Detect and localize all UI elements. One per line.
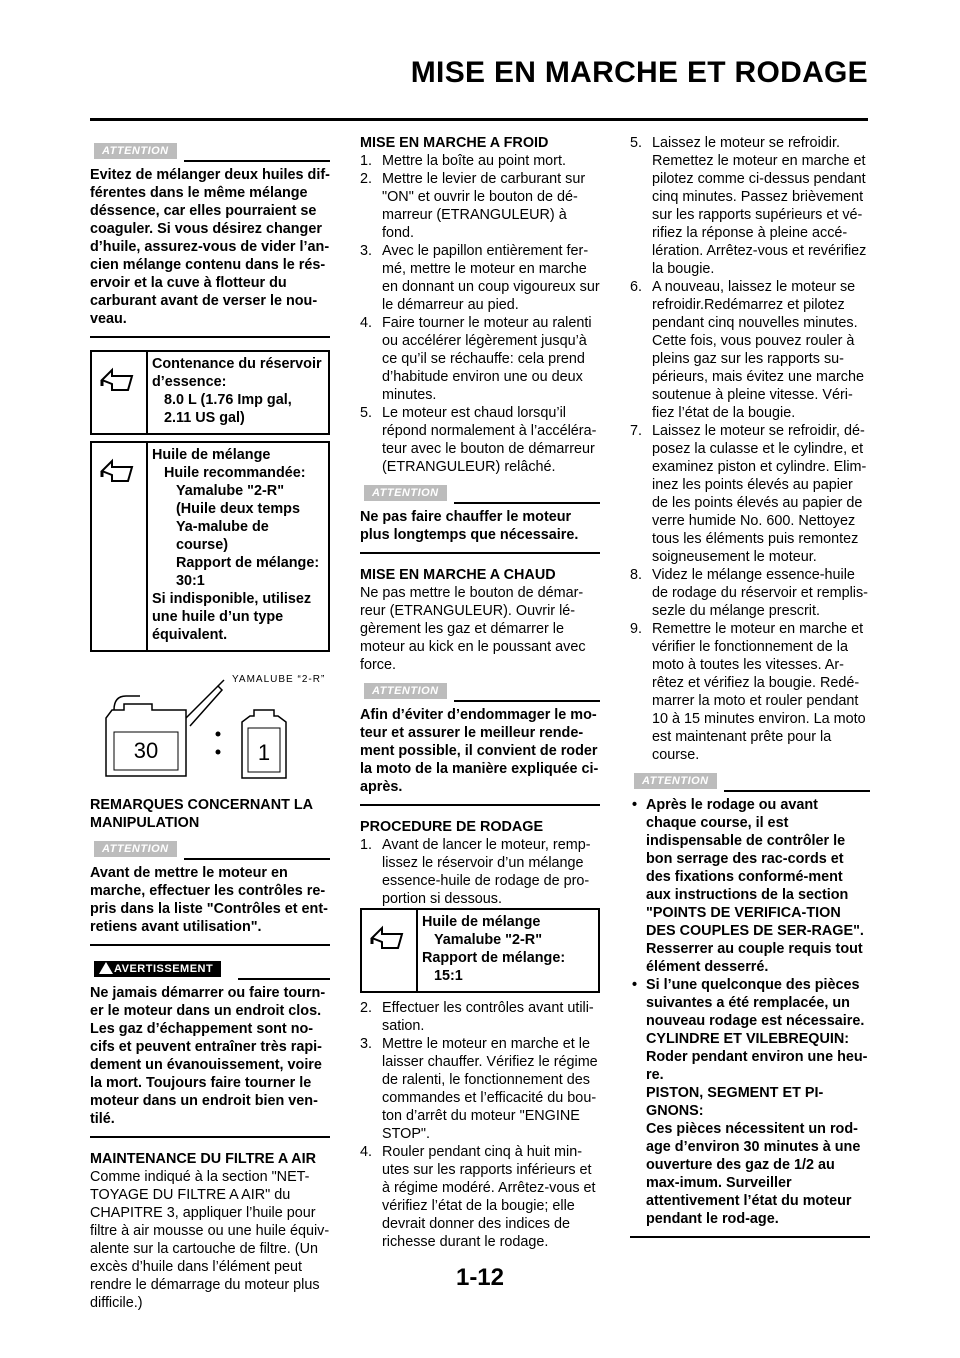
list-item: 2. Mettre le levier de carburant sur "ON" et ouvrir le bouton de dé-marreur (ETRANGULEUR) à fond. — [360, 171, 586, 241]
spec-label: Huile de mélange — [152, 447, 271, 463]
can-ratio: 30 — [133, 738, 159, 763]
list-item: 3. Avec le papillon entièrement fer-mé, mettre le moteur en marche en donnant un coup vigoureux sur le démarreur au pied. — [360, 243, 600, 313]
section-heading: MISE EN MARCHE A CHAUD — [360, 567, 556, 583]
spec-value: 8.0 L (1.76 Imp gal, 2.11 US gal) — [164, 392, 292, 426]
list-item: 3. Mettre le moteur en marche et le laisser chauffer. Vérifiez le régime de ralenti, le fonctionnement des commandes et l’efficacité du bou-ton d’arrêt du moteur "ENGINE STOP". — [360, 1036, 598, 1142]
attention-text: Ne pas faire chauffer le moteur plus longtemps que nécessaire. — [360, 508, 600, 554]
page-number: 1-12 — [455, 1264, 505, 1291]
warning-box — [90, 958, 330, 980]
break-in-steps — [360, 999, 600, 1251]
warning-text: Ne jamais démarrer ou faire tourn-er le moteur dans un endroit clos. Les gaz d’échappement sont no-cifs et peuvent entraîner très rapi-dement un évanouissement, voire la mort. Toujours faire tourner le moteur dans un endroit bien ven-tilé. — [90, 984, 330, 1138]
list-item: • Après le rodage ou avant chaque course, il est indispensable de contrôler le bon serrage des rac-cords et des fixations conformé-ment aux instructions de la section "POINTS DE VERIFICA-TION DES COUPLES DE SER-RAGE". Resserrer au couple requis tout élément desserré. — [632, 797, 864, 975]
list-item: 5. Laissez le moteur se refroidir. Remettez le moteur en marche et pilotez comme ci-dessus pendant cinq minutes. Passez brièvement sur les rapports supérieurs et vé-rifiez la réponse à pleine accé-lération. Arrêtez-vous et revérifiez la bougie. — [630, 135, 867, 277]
figure-label: YAMALUBE “2-R” — [232, 674, 326, 685]
break-in-step — [360, 836, 600, 908]
break-in-steps-continued — [630, 134, 870, 764]
attention-box — [360, 680, 600, 702]
list-item: 2. Effectuer les contrôles avant utili-sation. — [360, 1000, 594, 1034]
spec-box-fuel-capacity — [90, 350, 330, 435]
attention-text: Evitez de mélanger deux huiles dif-férentes dans le même mélange déssence, car elles pourraient se coaguler. Si vous désirez changer d’huile, assurez-vous de vider l’an-cien mélange contenu dans le rés-ervoir et la cuve à flotteur du carburant avant de verser le nou-veau. — [90, 166, 330, 338]
column-2 — [360, 134, 600, 1251]
list-item: 4. Faire tourner le moteur au ralenti ou accélérer légèrement jusqu’à ce qu’il se réchauffe: cela prend d’habitude environ une ou deux minutes. — [360, 315, 592, 403]
wrench-spec-icon — [92, 352, 148, 433]
section-heading: MAINTENANCE DU FILTRE A AIR — [90, 1151, 316, 1167]
list-item: 7. Laissez le moteur se refroidir, dé-posez la culasse et le cylindre, et examinez piston et cylindre. Elim-inez les points élevés au papier de les points élevés au papier de verre humide No. 600. Nettoyez tous les éléments puis remontez soigneusement le moteur. — [630, 423, 867, 565]
spec-label: Huile de mélange — [422, 914, 541, 930]
spec-label: Contenance du réservoir d’essence: — [152, 356, 322, 390]
wrench-spec-icon — [362, 910, 418, 991]
column-3 — [630, 134, 870, 1250]
list-item: 8. Videz le mélange essence-huile de rodage du réservoir et remplis-sezle du mélange prescrit. — [630, 567, 868, 619]
spec-value: Rapport de mélange: 30:1 — [176, 555, 320, 589]
spec-box-mix-oil — [90, 441, 330, 652]
attention-badge: ATTENTION — [364, 683, 447, 699]
section-heading: PROCEDURE DE RODAGE — [360, 819, 544, 835]
attention-box — [360, 482, 600, 504]
warning-badge: AVERTISSEMENT — [94, 961, 221, 977]
column-1 — [90, 134, 330, 1316]
section-heading: MISE EN MARCHE A FROID — [360, 135, 549, 151]
attention-box — [90, 140, 330, 162]
attention-box — [90, 838, 330, 860]
warning-icon — [99, 962, 113, 974]
attention-text: Afin d’éviter d’endommager le mo-teur et assurer le meilleur rende-ment possible, il convient de roder la moto de la manière expliquée ci-après. — [360, 706, 600, 806]
cold-start-steps — [360, 152, 600, 476]
bottle-ratio: 1 — [257, 740, 271, 765]
spec-value: Yamalube "2-R" (Huile deux temps Ya-malube de course) — [176, 483, 300, 553]
spec-value: 15:1 — [434, 968, 463, 984]
wrench-spec-icon — [92, 443, 148, 650]
spec-label: Rapport de mélange: — [422, 950, 566, 966]
spec-label: Huile recommandée: — [164, 465, 306, 481]
list-item: 1. Mettre la boîte au point mort. — [360, 153, 566, 169]
oil-can-illustration — [90, 666, 330, 786]
attention-badge: ATTENTION — [94, 841, 177, 857]
attention-list — [630, 796, 870, 1238]
list-item: 4. Rouler pendant cinq à huit min-utes sur les rapports inférieurs et à régime modéré. Arrêtez-vous et vérifiez l’état de la bougie; elle devrait donner des indices de richesse durant le rodage. — [360, 1144, 596, 1250]
attention-box — [630, 770, 870, 792]
section-heading: REMARQUES CONCERNANT LA MANIPULATION — [90, 797, 313, 831]
spec-value: Yamalube "2-R" — [434, 932, 543, 948]
list-item: 1. Avant de lancer le moteur, remp-lissez le réservoir d’un mélange essence-huile de rodage de pro-portion si dessous. — [360, 837, 591, 907]
attention-text: Avant de mettre le moteur en marche, effectuer les contrôles re-pris dans la liste "Contrôles et ent-retiens avant utilisation". — [90, 864, 330, 946]
page-title: MISE EN MARCHE ET RODAGE — [410, 56, 868, 89]
attention-badge: ATTENTION — [364, 485, 447, 501]
paragraph: Ne pas mettre le bouton de démar-reur (ETRANGULEUR). Ouvrir lé-gèrement les gaz et démarrer le moteur au kick en le poussant avec force. — [360, 585, 586, 673]
paragraph: Comme indiqué à la section "NET-TOYAGE DU FILTRE A AIR" du CHAPITRE 3, appliquer l’huile pour filtre à air mousse ou une huile équiv-alente sur la cartouche de filtre. (Un excès d’huile dans l’élément peut rendre le démarrage du moteur plus difficile.) — [90, 1169, 330, 1311]
list-item: • Si l’une quelconque des pièces suivantes a été remplacée, un nouveau rodage est nécessaire. CYLINDRE ET VILEBREQUIN: Roder pendant environ une heu-re. PISTON, SEGMENT ET PI-GNONS: Ces pièces nécessitent un rod-age d’environ 30 minutes à une ouverture des gaz de 1/2 au max-imum. Surveiller attentivement l’état du moteur pendant le rod-age. — [632, 977, 868, 1227]
list-item: 5. Le moteur est chaud lorsqu’il répond normalement à l’accéléra-teur avec le bouton de démarreur (ETRANGULEUR) relâché. — [360, 405, 597, 475]
header-rule — [90, 118, 868, 121]
list-item: 9. Remettre le moteur en marche et vérifier le fonctionnement de la moto à toutes les vitesses. Ar-rêtez et vérifiez la bougie. Redé-marrer la moto et rouler pendant 10 à 15 minutes environ. La moto est maintenant prête pour la course. — [630, 621, 866, 763]
spec-box-breakin-mix — [360, 908, 600, 993]
attention-badge: ATTENTION — [94, 143, 177, 159]
spec-note: Si indisponible, utilisez une huile d’un type équivalent. — [152, 591, 312, 643]
attention-badge: ATTENTION — [634, 773, 717, 789]
oil-mix-figure — [90, 666, 330, 786]
list-item: 6. A nouveau, laissez le moteur se refroidir.Redémarrez et pilotez pendant cinq nouvelles minutes. Cette fois, vous pouvez rouler à pleins gaz sur les rapports su-périeurs, mais évitez une marche soutenue à pleine vitesse. Véri-fiez l’état de la bougie. — [630, 279, 864, 421]
